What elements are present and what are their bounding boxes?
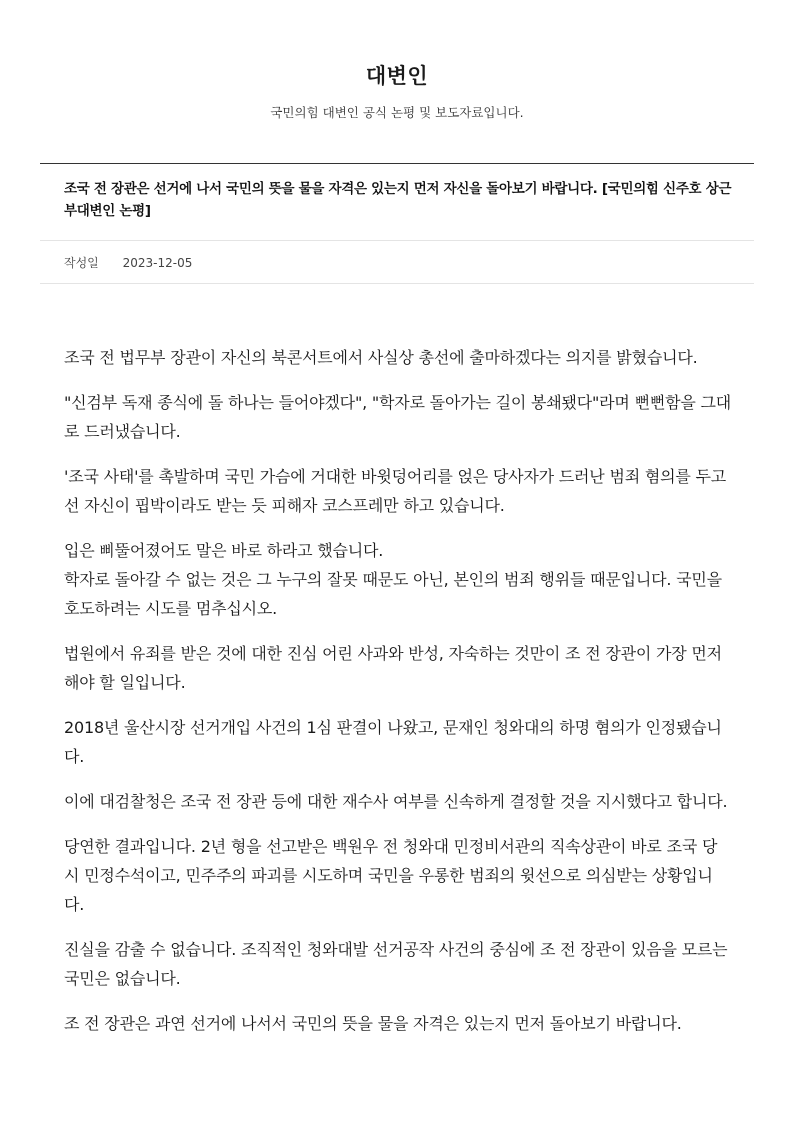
paragraph: 이에 대검찰청은 조국 전 장관 등에 대한 재수사 여부를 신속하게 결정할 것을 지시했다고 합니다. xyxy=(64,792,728,811)
board-description: 국민의힘 대변인 공식 논평 및 보도자료입니다. xyxy=(270,105,524,120)
paragraph: '조국 사태'를 촉발하며 국민 가슴에 거대한 바윗덩어리를 얹은 당사자가 드러난 범죄 혐의를 두고선 자신이 핍박이라도 받는 듯 피해자 코스프레만 하고 있습니다. xyxy=(64,467,727,515)
meta-divider xyxy=(40,240,754,241)
paragraph-line: 학자로 돌아갈 수 없는 것은 그 누구의 잘못 때문도 아닌, 본인의 범죄 행위들 때문입니다. 국민을 호도하려는 시도를 멈추십시오. xyxy=(64,570,722,618)
date-label: 작성일 xyxy=(64,256,99,270)
article-title: 조국 전 장관은 선거에 나서 국민의 뜻을 물을 자격은 있는지 먼저 자신을 돌아보기 바랍니다. [국민의힘 신주호 상근부대변인 논평] xyxy=(64,181,732,219)
paragraph-group xyxy=(64,536,732,623)
content-divider xyxy=(40,283,754,284)
paragraph: 법원에서 유죄를 받은 것에 대한 진심 어린 사과와 반성, 자숙하는 것만이 조 전 장관이 가장 먼저 해야 할 일입니다. xyxy=(64,644,722,692)
paragraph: 당연한 결과입니다. 2년 형을 선고받은 백원우 전 청와대 민정비서관의 직속상관이 바로 조국 당시 민정수석이고, 민주주의 파괴를 시도하며 국민을 우롱한 범죄의 윗선으로 의심받는 상황입니다. xyxy=(64,837,718,914)
board-title: 대변인 xyxy=(365,64,429,88)
article-meta xyxy=(64,254,192,271)
paragraph: 2018년 울산시장 선거개입 사건의 1심 판결이 나왔고, 문재인 청와대의 하명 혐의가 인정됐습니다. xyxy=(64,718,722,766)
top-divider xyxy=(40,163,754,164)
post-date: 2023-12-05 xyxy=(122,256,193,270)
paragraph: 조 전 장관은 과연 선거에 나서서 국민의 뜻을 물을 자격은 있는지 먼저 돌아보기 바랍니다. xyxy=(64,1014,682,1033)
paragraph: "신검부 독재 종식에 돌 하나는 들어야겠다", "학자로 돌아가는 길이 봉쇄됐다"라며 뻔뻔함을 그대로 드러냈습니다. xyxy=(64,393,731,441)
paragraph: 진실을 감출 수 없습니다. 조직적인 청와대발 선거공작 사건의 중심에 조 전 장관이 있음을 모르는 국민은 없습니다. xyxy=(64,940,728,988)
paragraph: 조국 전 법무부 장관이 자신의 북콘서트에서 사실상 총선에 출마하겠다는 의지를 밝혔습니다. xyxy=(64,348,698,367)
article-body xyxy=(64,343,732,1054)
paragraph-line: 입은 삐뚤어졌어도 말은 바로 하라고 했습니다. xyxy=(64,541,384,560)
